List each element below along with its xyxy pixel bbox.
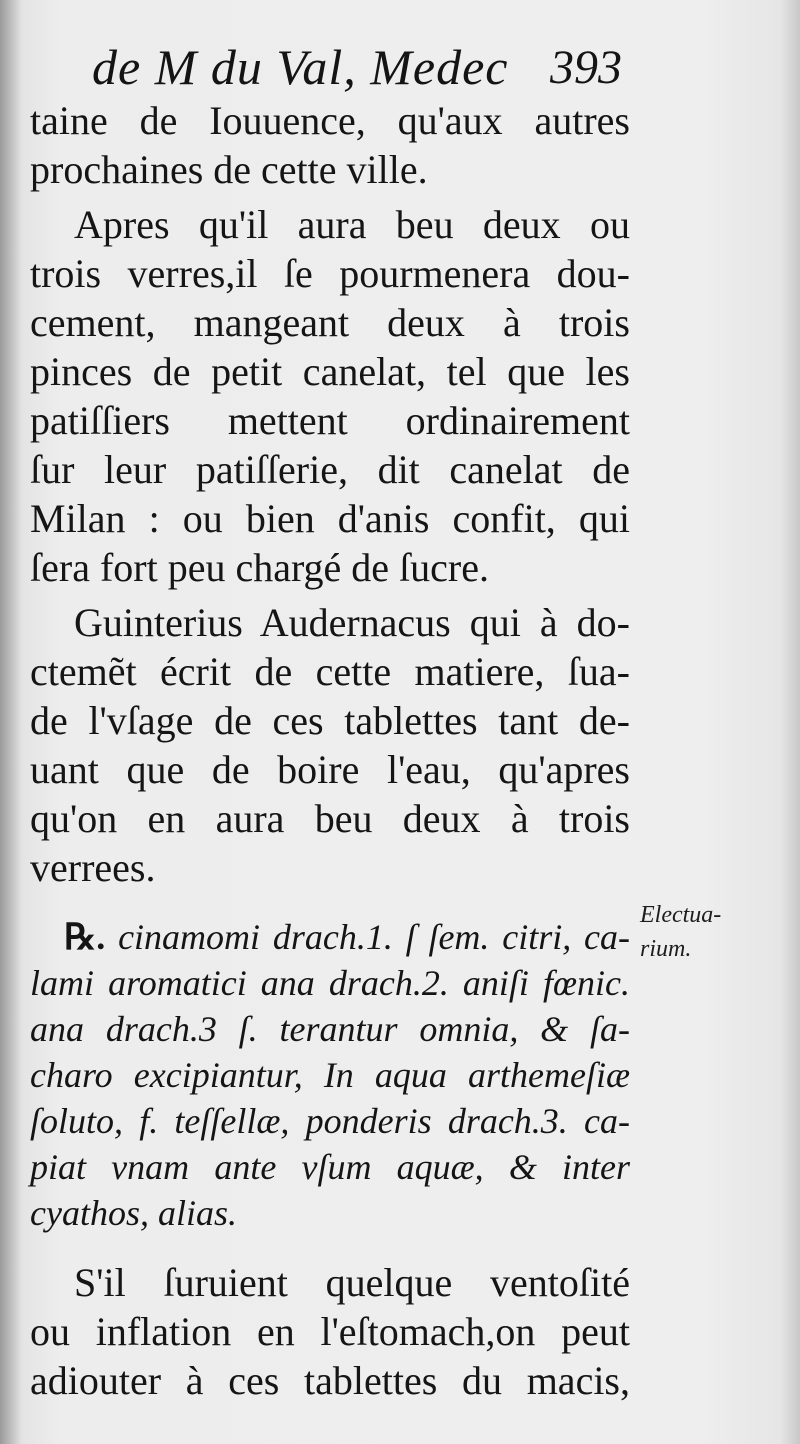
text-line: ou inflation en l'eſtomach,on peut — [30, 1309, 630, 1354]
recipe-line — [30, 914, 630, 960]
text-line: ſera fort peu chargé de ſucre. — [30, 545, 490, 590]
recipe-line: cyathos, alias. — [30, 1193, 237, 1233]
marginal-note-line: rium. — [640, 936, 692, 962]
marginal-note-line: Electua- — [640, 902, 722, 928]
marginal-note — [640, 898, 790, 966]
text-line: uant que de boire l'eau, qu'apres — [30, 747, 630, 792]
text-line: patiſſiers mettent ordinairement — [30, 398, 630, 443]
recipe-line: ſoluto, f. teſſellæ, ponderis drach.3. ca- — [30, 1101, 630, 1141]
text-line: Apres qu'il aura beu deux ou — [74, 202, 630, 247]
text-line: pinces de petit canelat, tel que les — [30, 349, 630, 394]
text-line: adiouter à ces tablettes du macis, — [30, 1358, 630, 1403]
text-line: qu'on en aura beu deux à trois — [30, 796, 630, 841]
text-line: cement, mangeant deux à trois — [30, 300, 630, 345]
text-line: S'il ſuruient quelque ventoſité — [74, 1260, 630, 1305]
recipe-line: piat vnam ante vſum aquæ, & inter — [30, 1147, 630, 1187]
text-line: trois verres,il ſe pourmenera dou- — [30, 251, 630, 296]
text-line: Milan : ou bien d'anis confit, qui — [30, 496, 630, 541]
page-body — [30, 96, 630, 1405]
text-line: verrees. — [30, 845, 156, 890]
running-head: de M du Val, Medec — [92, 39, 509, 95]
text-line: prochaines de cette ville. — [30, 147, 428, 192]
page-header — [92, 38, 622, 98]
text-line: ctemẽt écrit de cette matiere, ſua- — [30, 649, 630, 694]
recipe-line: lami aromatici ana drach.2. aniſi fœnic. — [30, 963, 630, 1003]
recipe-line: ana drach.3 ſ. terantur omnia, & ſa- — [30, 1009, 630, 1049]
recipe-line: charo excipiantur, In aqua arthemeſiæ — [30, 1055, 630, 1095]
text-line: ſur leur patiſſerie, dit canelat de — [30, 447, 630, 492]
text-line: Guinterius Audernacus qui à do- — [74, 600, 630, 645]
recipe-text: cinamomi drach.1. ſ ſem. citri, ca- — [105, 917, 630, 957]
recipe-symbol: ℞. — [64, 917, 106, 957]
page-number: 393 — [550, 41, 622, 94]
text-line: de l'vſage de ces tablettes tant de- — [30, 698, 630, 743]
text-line: taine de Iouuence, qu'aux autres — [30, 98, 630, 143]
